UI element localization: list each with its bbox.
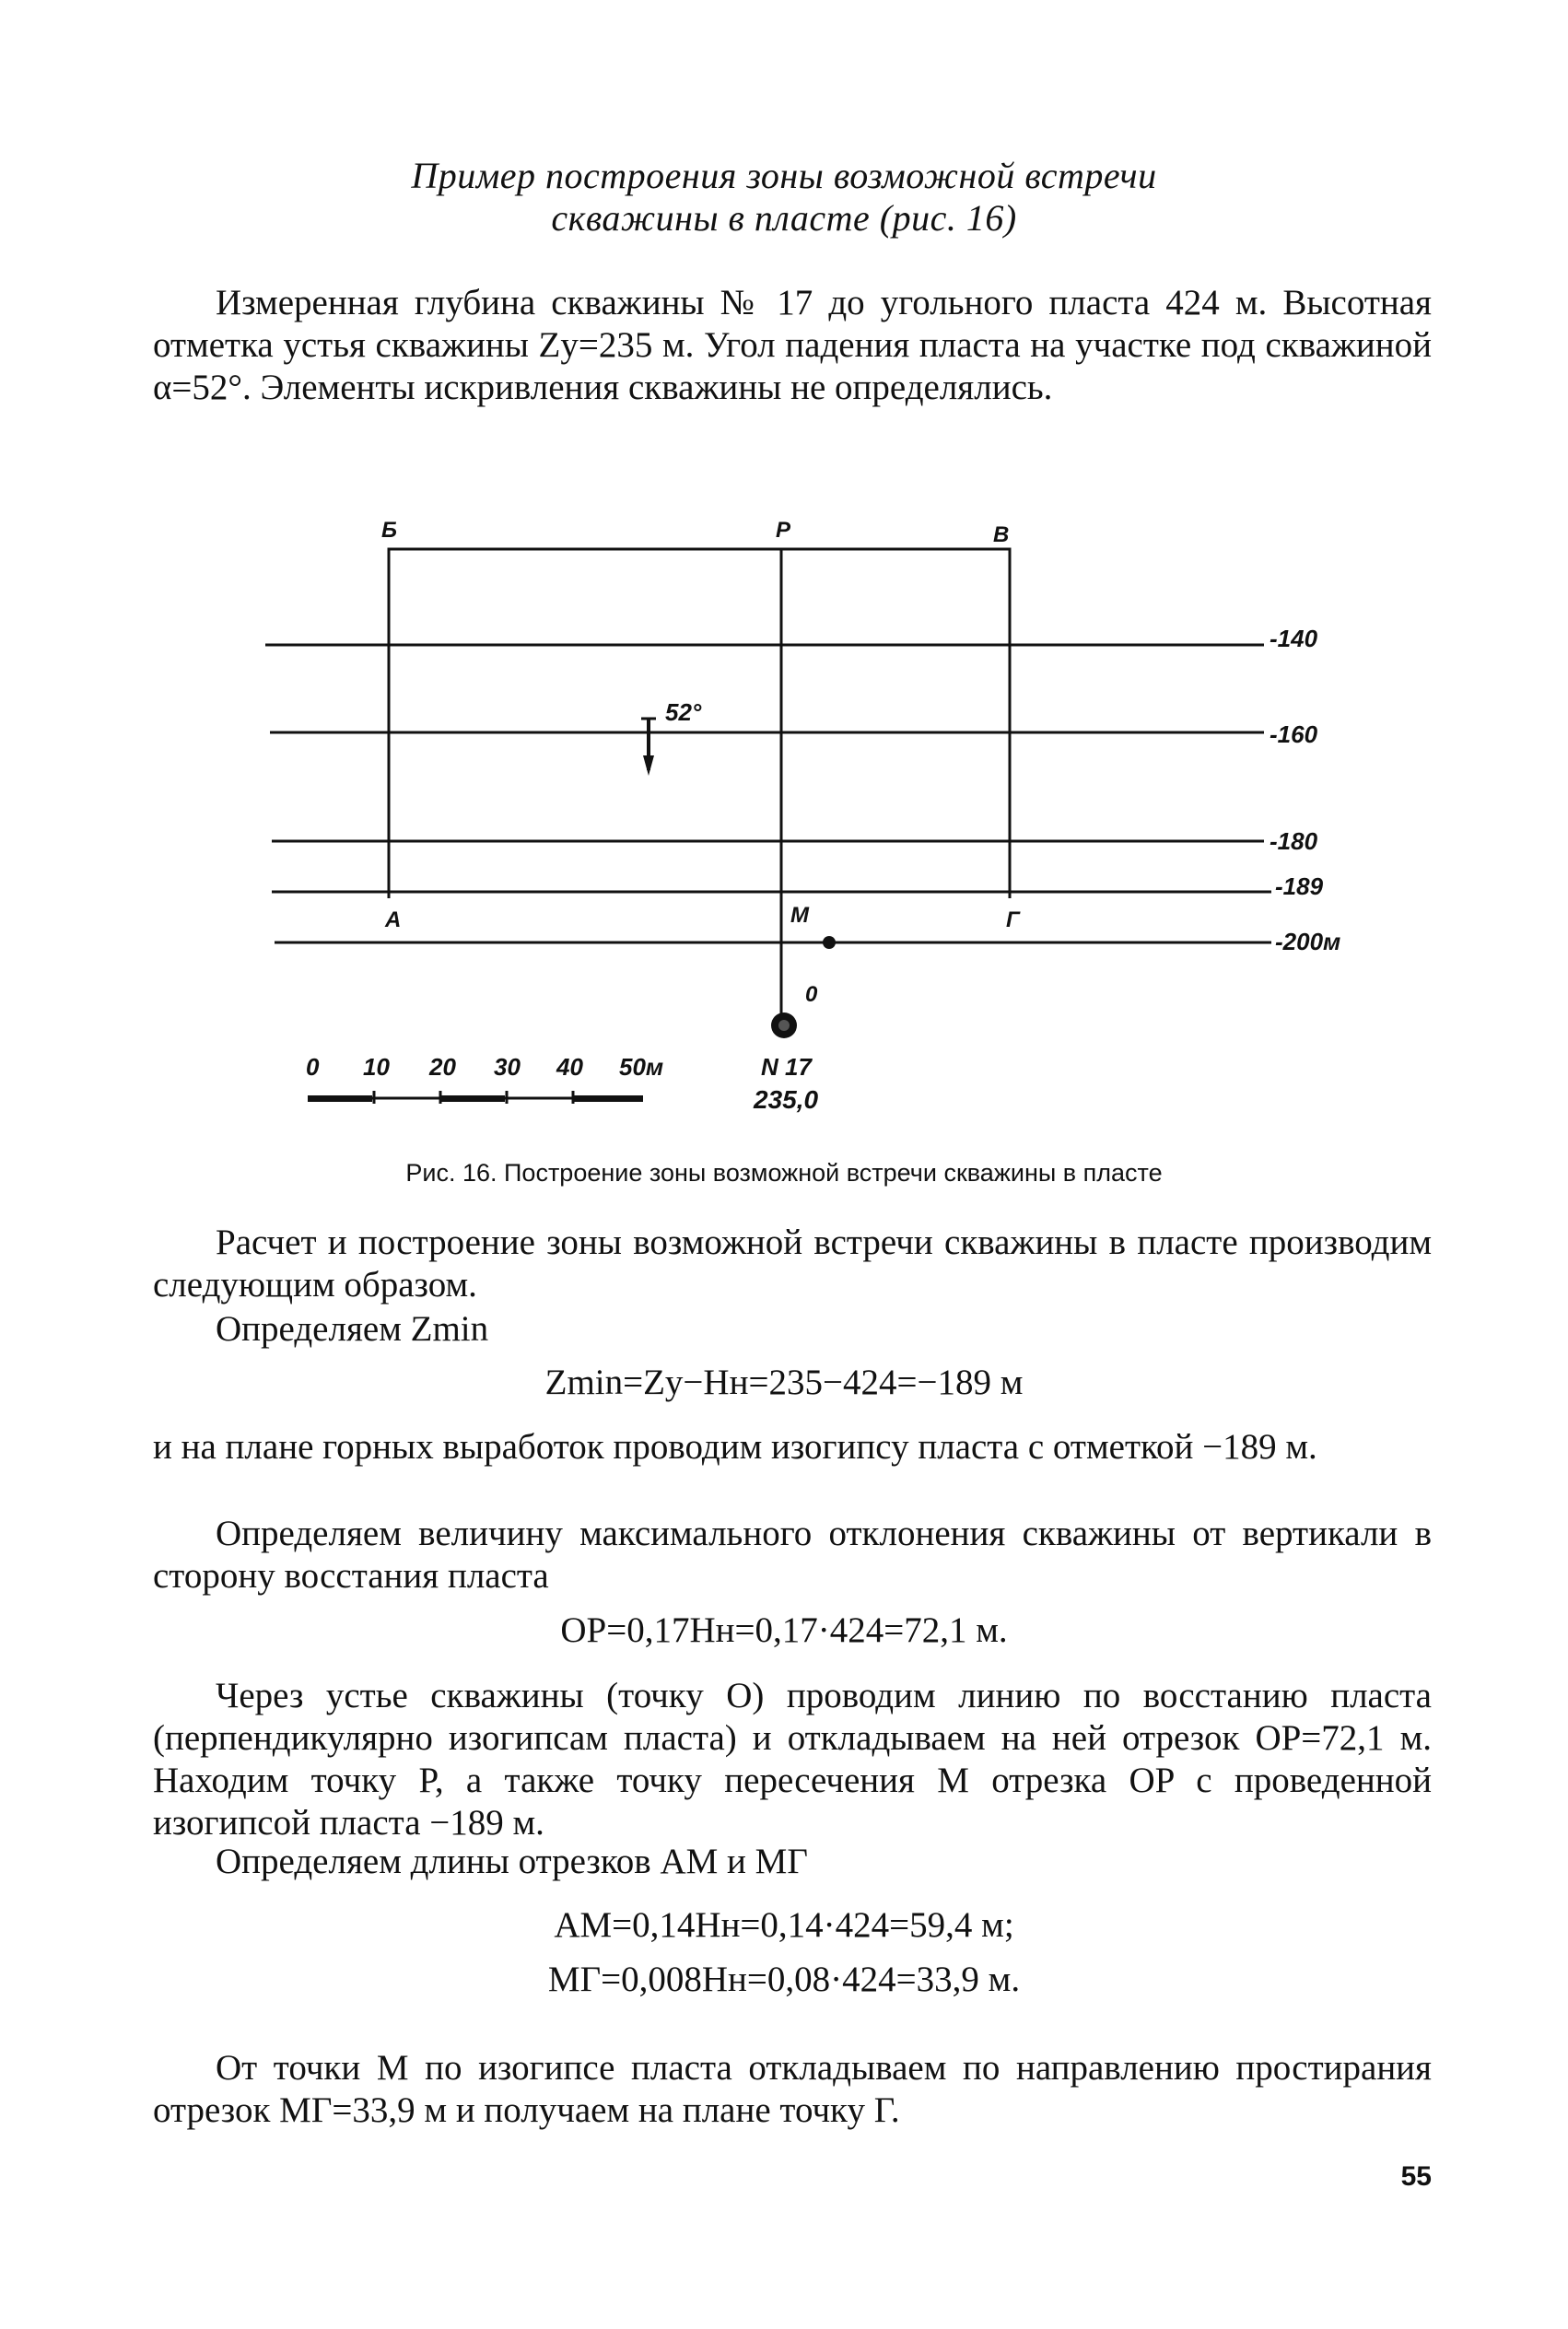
- label-v: В: [993, 522, 1010, 547]
- scale-tick-label: 30: [494, 1053, 521, 1081]
- well-elevation-label: 235,0: [754, 1085, 819, 1114]
- dip-angle-label: 52°: [665, 698, 702, 726]
- body-paragraph-2: Определяем Zmin: [216, 1309, 489, 1349]
- contour-label: -180: [1270, 827, 1318, 855]
- label-g: Г: [1006, 907, 1020, 932]
- body-paragraph-1: Расчет и построение зоны возможной встречи скважины в пласте производим следующим образом.: [153, 1223, 1432, 1305]
- contour-label: -200м: [1275, 928, 1341, 955]
- body-paragraph-5: Через устье скважины (точку O) проводим линию по восстанию пласта (перпендикулярно изогипсам пласта) и откладываем на ней отрезок OP=72,1 м. Находим точку P, а также точку пересечения M отрезка OP с проведенной изогипсой пласта −189 м.: [153, 1676, 1432, 1843]
- formula-am: AM=0,14Hн=0,14·424=59,4 м;: [554, 1905, 1014, 1945]
- scale-tick-label: 10: [363, 1053, 390, 1081]
- label-m: М: [790, 903, 809, 928]
- body-paragraph-6: Определяем длины отрезков AM и MГ: [216, 1842, 808, 1881]
- contour-label: -140: [1270, 625, 1318, 652]
- figure-caption: Рис. 16. Построение зоны возможной встречи скважины в пласте: [405, 1159, 1163, 1187]
- formula-op: OP=0,17Hн=0,17·424=72,1 м.: [560, 1610, 1008, 1650]
- section-title-line2: скважины в пласте (рис. 16): [551, 197, 1017, 239]
- scale-tick-label: 40: [556, 1053, 583, 1081]
- formula-zmin: Zmin=Zу−Hн=235−424=−189 м: [544, 1363, 1024, 1402]
- page-number: 55: [1400, 2161, 1432, 2192]
- point-m-marker: [823, 936, 836, 949]
- scale-tick-label: 50м: [619, 1053, 664, 1081]
- scale-tick-label: 0: [306, 1053, 320, 1081]
- body-paragraph-7: От точки M по изогипсе пласта откладываем по направлению простирания отрезок MГ=33,9 м и получаем на плане точку Г.: [153, 2048, 1432, 2130]
- figure-16-diagram: [0, 0, 1568, 1152]
- label-p: Р: [776, 518, 791, 543]
- scale-bar: [308, 1091, 643, 1104]
- body-paragraph-4: Определяем величину максимального отклонения скважины от вертикали в сторону восстания пласта: [153, 1514, 1432, 1596]
- formula-mg: MГ=0,008Hн=0,08·424=33,9 м.: [547, 1960, 1021, 1999]
- well-number-label: N 17: [761, 1053, 812, 1081]
- dip-symbol: [641, 719, 656, 776]
- label-b: Б: [381, 518, 397, 543]
- contour-label: -189: [1275, 872, 1324, 900]
- intro-text: Измеренная глубина скважины № 17 до угольного пласта 424 м. Высотная отметка устья скважины Zу=235 м. Угол падения пласта на участке под скважиной α=52°. Элементы искривления скважины не определялись.: [153, 283, 1432, 407]
- scale-tick-label: 20: [429, 1053, 456, 1081]
- label-o: 0: [805, 982, 818, 1007]
- section-title-line1: Пример построения зоны возможной встречи: [411, 155, 1157, 196]
- label-a: А: [385, 907, 402, 932]
- body-paragraph-3: и на плане горных выработок проводим изогипсу пласта с отметкой −189 м.: [153, 1427, 1317, 1467]
- contour-label: -160: [1270, 720, 1318, 748]
